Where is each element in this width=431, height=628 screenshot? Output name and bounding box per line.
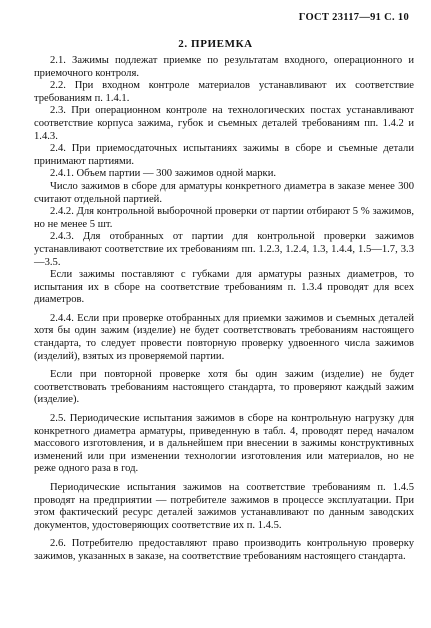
paragraph-2-4-2: 2.4.2. Для контрольной выборочной проверки от партии отбирают 5 % зажимов, но не менее 5 шт.: [34, 206, 414, 230]
paragraph-2-4-4: 2.4.4. Если при проверке отобранных для приемки зажимов и съемных деталей хотя бы один зажим (изделие) не будет соответствовать требованиям настоящего стандарта, то следует провести повторную проверку удвоенного числа зажимов (изделий), взятых из проверяемой партии.: [34, 312, 414, 362]
paragraph-separate-batch: Число зажимов в сборе для арматуры конкретного диаметра в заказе менее 300 считают отдельной партией.: [34, 180, 414, 205]
paragraph-2-4: 2.4. При приемосдаточных испытаниях зажимы в сборе и съемные детали принимают партиями.: [34, 143, 414, 167]
paragraph-2-1: 2.1. Зажимы подлежат приемке по результатам входного, операционного и приемочного контроля.: [34, 55, 414, 79]
paragraph-2-5: 2.5. Периодические испытания зажимов в сборе на контрольную нагрузку для конкретного диаметра арматуры, приведенную в табл. 4, проводят перед началом массового изготовления, и в дальнейшем при внесении в зажимы конструктивных изменений или при изменении технологии изготовления или материалов, но не реже одного раза в год.: [34, 413, 414, 475]
paragraph-periodic-tests: Периодические испытания зажимов на соответствие требованиям п. 1.4.5 проводят на предприятии — потребителе зажимов в процессе эксплуатации. При этом фактический ресурс деталей зажимов устанавливают по данным заводских документов, удостоверяющих соответствие их п. 1.4.5.: [34, 482, 414, 531]
paragraph-2-2: 2.2. При входном контроле материалов устанавливают их соответствие требованиям п. 1.4.1.: [34, 80, 414, 104]
paragraph-different-diameters: Если зажимы поставляют с губками для арматуры разных диаметров, то испытания их в сборе на соответствие требованиям п. 1.3.4 проводят для всех диаметров.: [34, 269, 414, 306]
paragraph-repeat-check: Если при повторной проверке хотя бы один зажим (изделие) не будет соответствовать требованиям настоящего стандарта, то проверяют каждый зажим (изделие).: [34, 369, 414, 406]
document-body: [34, 55, 414, 564]
paragraph-2-3: 2.3. При операционном контроле на технологических постах устанавливают соответствие корпуса зажима, губок и съемных деталей требованиям пп. 1.4.2 и 1.4.3.: [34, 105, 414, 142]
paragraph-2-4-1: 2.4.1. Объем партии — 300 зажимов одной марки.: [50, 168, 277, 180]
paragraph-2-6: 2.6. Потребителю предоставляют право производить контрольную проверку зажимов, указанных в заказе, на соответствие требованиям настоящего стандарта.: [34, 538, 414, 562]
section-title: 2. ПРИЕМКА: [178, 38, 253, 50]
page-header: ГОСТ 23117—91 С. 10: [298, 12, 409, 23]
paragraph-2-4-3: 2.4.3. Для отобранных от партии для контрольной проверки зажимов устанавливают соответствие их требованиям пп. 1.2.3, 1.2.4, 1.3, 1.4.4, 1.5—1.7, 3.3—3.5.: [34, 231, 414, 268]
